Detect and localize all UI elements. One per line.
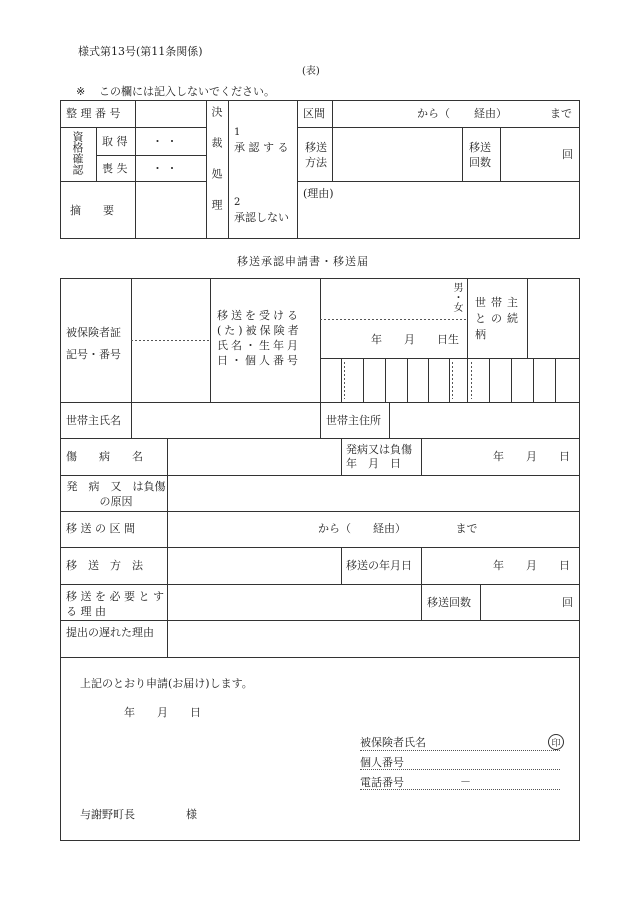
section-value[interactable]: から（ 経由） まで [318, 522, 478, 535]
approve-number: 1 [234, 127, 241, 138]
kukan-keiyu: 経由） [474, 107, 507, 120]
transport-date-label: 移送の年月日 [346, 559, 412, 572]
household-head-label: 世帯主氏名 [66, 414, 121, 427]
sama-label: 様 [186, 808, 197, 821]
count-unit: 回 [562, 596, 573, 609]
shikaku-kakunin-label: 資格確認 [71, 131, 84, 175]
riyu-label: (理由) [303, 187, 334, 200]
birth-date[interactable]: 年 月 日生 [371, 333, 459, 346]
form-title: 移送承認申請書・移送届 [237, 255, 369, 268]
kukan-kara: から（ [417, 107, 450, 120]
reject-option[interactable]: 承認しない [234, 211, 289, 224]
relation-label: 世帯主との続柄 [475, 296, 523, 341]
kukan-label: 区間 [303, 107, 325, 120]
personal-no-line[interactable] [360, 769, 560, 770]
seiri-bango-label: 整 理 番 号 [66, 107, 121, 120]
declaration-text: 上記のとおり申請(お届け)します。 [80, 677, 253, 690]
insured-name-line[interactable] [360, 750, 560, 751]
count-label: 移送回数 [427, 596, 471, 609]
phone-line[interactable] [360, 789, 560, 790]
note-mark: ※ [76, 85, 86, 98]
office-note: この欄には記入しないでください。 [99, 85, 275, 98]
mayor-label: 与謝野町長 [80, 808, 135, 821]
male-female[interactable]: 男・女 [451, 282, 462, 312]
kessai-shori-label: 決裁処理 [210, 106, 223, 230]
form-number: 様式第13号(第11条関係) [78, 45, 203, 58]
iso-kaisu-label: 移送回数 [469, 141, 491, 169]
transported-person-label: 移送を受ける(た)被保険者氏名・生年月日・個人番号 [217, 309, 302, 367]
phone-dash: － [460, 775, 471, 788]
personal-no-label: 個人番号 [360, 756, 404, 769]
phone-label: 電話番号 [360, 776, 404, 789]
reject-number: 2 [234, 197, 241, 208]
transport-date[interactable]: 年 月 日 [493, 559, 570, 572]
seal-mark: 印 [548, 734, 564, 750]
soshitsu-date[interactable]: ・ ・ [152, 162, 178, 175]
tekiyo-label: 摘 要 [70, 204, 114, 217]
disease-label: 傷 病 名 [66, 450, 143, 463]
declaration-date[interactable]: 年 月 日 [124, 706, 201, 719]
onset-date[interactable]: 年 月 日 [493, 450, 570, 463]
cause-label: 発 病 又 は負傷の原因 [66, 480, 166, 508]
iso-hoho-label: 移送方法 [305, 141, 327, 169]
late-reason-label: 提出の遅れた理由 [66, 626, 154, 639]
approve-option[interactable]: 承 認 す る [234, 141, 289, 154]
insured-card-label: 被保険者証記号・番号 [66, 326, 121, 361]
soshitsu-label: 喪 失 [102, 162, 128, 175]
shutoku-date[interactable]: ・ ・ [152, 135, 178, 148]
shutoku-label: 取 得 [102, 135, 128, 148]
kukan-made: まで [550, 107, 572, 120]
household-address-label: 世帯主住所 [326, 414, 381, 427]
reason-needed-label: 移 送 を 必 要 と す る 理 由 [66, 590, 164, 618]
onset-label: 発病又は負傷 年 月 日 [346, 443, 423, 470]
iso-kaisu-unit: 回 [562, 148, 573, 161]
section-label: 移 送 の 区 間 [66, 522, 135, 535]
insured-name-label: 被保険者氏名 [360, 736, 426, 749]
method-label: 移 送 方 法 [66, 559, 143, 572]
side-label: (表) [302, 66, 320, 77]
